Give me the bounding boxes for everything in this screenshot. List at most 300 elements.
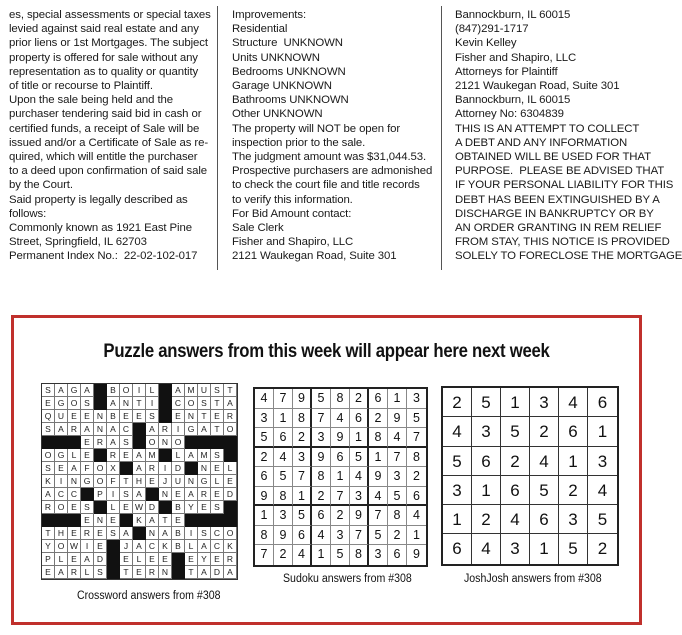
crossword-cell: I xyxy=(107,488,120,501)
sudoku-cell: 5 xyxy=(274,467,293,487)
sudoku-cell: 9 xyxy=(369,467,388,487)
crossword-cell: I xyxy=(146,397,159,410)
crossword-cell: M xyxy=(185,384,198,397)
notice-line: es, special assessments or special taxes xyxy=(9,9,211,21)
notice-line: Prospective purchasers are admonished xyxy=(232,165,433,178)
crossword-block xyxy=(42,514,55,527)
crossword-block xyxy=(224,514,237,527)
notice-line: Structure UNKNOWN xyxy=(232,37,343,50)
crossword-cell: M xyxy=(198,449,211,462)
crossword-cell: A xyxy=(133,488,146,501)
crossword-cell: F xyxy=(81,462,94,475)
crossword-cell: I xyxy=(185,527,198,540)
sudoku-cell: 3 xyxy=(350,487,369,507)
crossword-cell: K xyxy=(224,540,237,553)
crossword-block xyxy=(172,553,185,566)
joshjosh-cell: 2 xyxy=(472,505,501,534)
sudoku-cell: 1 xyxy=(369,448,388,468)
joshjosh-cell: 3 xyxy=(443,476,472,505)
crossword-cell: C xyxy=(211,540,224,553)
crossword-cell: R xyxy=(146,566,159,579)
joshjosh-cell: 3 xyxy=(588,447,617,476)
crossword-cell: J xyxy=(159,475,172,488)
joshjosh-cell: 2 xyxy=(597,539,608,559)
crossword-block xyxy=(133,436,146,449)
sudoku-cell: 1 xyxy=(255,506,274,526)
notice-line: Fisher and Shapiro, LLC xyxy=(455,51,577,64)
crossword-cell: S xyxy=(211,501,224,514)
crossword-block xyxy=(68,436,81,449)
sudoku-cell: 3 xyxy=(407,389,426,409)
column-divider xyxy=(441,6,442,270)
crossword-cell: L xyxy=(172,449,185,462)
sudoku-cell: 1 xyxy=(274,409,293,429)
crossword-cell: O xyxy=(172,436,185,449)
notice-line: Sale Clerk xyxy=(232,222,284,235)
crossword-cell: O xyxy=(42,449,55,462)
sudoku-cell: 3 xyxy=(331,526,350,546)
crossword-cell: S xyxy=(211,449,224,462)
crossword-cell: E xyxy=(133,410,146,423)
joshjosh-cell: 1 xyxy=(559,447,588,476)
sudoku-cell: 8 xyxy=(331,389,350,409)
joshjosh-caption: JoshJosh answers from #308 xyxy=(464,573,602,585)
notice-line: (847)291-1717 xyxy=(455,23,529,36)
crossword-cell: E xyxy=(224,475,237,488)
sudoku-cell: 9 xyxy=(350,506,369,526)
notice-line: to check the court file and title records xyxy=(232,179,420,192)
notice-line: Said property is legally described as xyxy=(9,193,188,206)
sudoku-cell: 6 xyxy=(407,487,426,507)
sudoku-cell: 6 xyxy=(350,409,369,429)
joshjosh-cell: 2 xyxy=(530,417,559,446)
joshjosh-cell: 1 xyxy=(472,476,501,505)
crossword-cell: G xyxy=(81,475,94,488)
notice-line: SOLELY TO FORECLOSE THE MORTGAGE xyxy=(455,250,682,263)
notice-line: DISCHARGE IN BANKRUPTCY OR BY xyxy=(455,207,654,220)
joshjosh-cell: 3 xyxy=(501,534,530,563)
crossword-cell: H xyxy=(133,475,146,488)
crossword-block xyxy=(185,436,198,449)
crossword-cell: U xyxy=(198,384,211,397)
crossword-cell: A xyxy=(107,397,120,410)
crossword-block xyxy=(94,449,107,462)
sudoku-cell: 1 xyxy=(293,487,312,507)
sudoku-cell: 3 xyxy=(293,448,312,468)
sudoku-cell: 8 xyxy=(407,448,426,468)
notice-line: Kevin Kelley xyxy=(455,37,517,50)
crossword-cell: N xyxy=(68,475,81,488)
crossword-cell: E xyxy=(120,449,133,462)
crossword-block xyxy=(159,384,172,397)
crossword-cell: I xyxy=(81,540,94,553)
crossword-cell: E xyxy=(68,501,81,514)
crossword-cell: R xyxy=(198,488,211,501)
crossword-cell: E xyxy=(55,462,68,475)
sudoku-grid xyxy=(253,387,428,567)
crossword-cell: T xyxy=(211,397,224,410)
joshjosh-cell: 6 xyxy=(559,417,588,446)
sudoku-cell: 6 xyxy=(293,526,312,546)
sudoku-cell: 5 xyxy=(369,526,388,546)
crossword-cell: E xyxy=(198,501,211,514)
sudoku-cell: 7 xyxy=(369,506,388,526)
crossword-cell: U xyxy=(55,410,68,423)
crossword-cell: J xyxy=(120,540,133,553)
crossword-block xyxy=(94,384,107,397)
joshjosh-cell: 2 xyxy=(559,476,588,505)
notice-line: IF YOUR PERSONAL LIABILITY FOR THIS xyxy=(455,179,674,192)
joshjosh-cell: 5 xyxy=(559,534,588,563)
notice-line: OBTAINED WILL BE USED FOR THAT xyxy=(455,151,651,164)
notice-line: Improvements: xyxy=(232,9,307,21)
notice-line: levied against said real estate and any xyxy=(9,23,199,36)
crossword-cell: R xyxy=(107,449,120,462)
crossword-cell: T xyxy=(198,410,211,423)
notice-line: follows: xyxy=(9,207,47,220)
joshjosh-cell: 2 xyxy=(443,388,472,417)
joshjosh-cell: 3 xyxy=(472,417,501,446)
joshjosh-cell: 5 xyxy=(501,417,530,446)
crossword-cell: A xyxy=(107,436,120,449)
sudoku-cell: 8 xyxy=(274,487,293,507)
crossword-cell: D xyxy=(224,488,237,501)
notice-line: DEBT HAS BEEN EXTINGUISHED BY A xyxy=(455,193,660,206)
crossword-grid xyxy=(41,383,238,580)
column-divider xyxy=(217,6,218,270)
joshjosh-cell: 6 xyxy=(530,505,559,534)
crossword-cell: E xyxy=(146,553,159,566)
crossword-cell: Q xyxy=(42,410,55,423)
sudoku-cell: 4 xyxy=(388,428,407,448)
crossword-cell: R xyxy=(224,553,237,566)
joshjosh-cell: 1 xyxy=(443,505,472,534)
crossword-cell: E xyxy=(211,462,224,475)
crossword-block xyxy=(198,436,211,449)
sudoku-cell: 6 xyxy=(388,545,407,565)
crossword-cell: A xyxy=(68,462,81,475)
sudoku-cell: 8 xyxy=(255,526,274,546)
legal-notice-column-3 xyxy=(455,8,682,264)
crossword-cell: O xyxy=(120,384,133,397)
crossword-cell: S xyxy=(81,397,94,410)
notice-line: of title or recourse to Plaintiff. xyxy=(9,80,153,93)
joshjosh-cell: 5 xyxy=(588,505,617,534)
crossword-cell: O xyxy=(55,501,68,514)
crossword-block xyxy=(224,501,237,514)
notice-line: Residential xyxy=(232,23,288,36)
crossword-cell: L xyxy=(224,462,237,475)
crossword-cell: S xyxy=(42,423,55,436)
notice-line: to verify this information. xyxy=(232,193,353,206)
sudoku-cell: 9 xyxy=(413,547,420,561)
sudoku-cell: 4 xyxy=(369,487,388,507)
crossword-cell: O xyxy=(55,540,68,553)
crossword-cell: G xyxy=(55,397,68,410)
crossword-cell: L xyxy=(211,475,224,488)
crossword-cell: O xyxy=(94,475,107,488)
crossword-cell: D xyxy=(211,566,224,579)
joshjosh-cell: 4 xyxy=(530,447,559,476)
crossword-cell: E xyxy=(42,566,55,579)
crossword-cell: S xyxy=(107,527,120,540)
crossword-cell: Y xyxy=(185,501,198,514)
joshjosh-cell: 5 xyxy=(530,476,559,505)
crossword-block xyxy=(211,514,224,527)
sudoku-cell: 3 xyxy=(312,428,331,448)
crossword-cell: A xyxy=(172,384,185,397)
sudoku-cell: 2 xyxy=(388,526,407,546)
crossword-cell: L xyxy=(81,566,94,579)
crossword-cell: E xyxy=(211,410,224,423)
crossword-cell: N xyxy=(198,462,211,475)
crossword-cell: N xyxy=(94,423,107,436)
crossword-cell: O xyxy=(146,436,159,449)
crossword-cell: N xyxy=(94,514,107,527)
crossword-cell: A xyxy=(81,423,94,436)
crossword-block xyxy=(224,436,237,449)
sudoku-cell: 6 xyxy=(312,506,331,526)
joshjosh-cell: 5 xyxy=(472,388,501,417)
crossword-cell: C xyxy=(172,397,185,410)
crossword-cell: D xyxy=(146,501,159,514)
sudoku-cell: 8 xyxy=(388,506,407,526)
crossword-cell: A xyxy=(55,384,68,397)
crossword-cell: E xyxy=(146,475,159,488)
sudoku-cell: 8 xyxy=(293,409,312,429)
crossword-cell: S xyxy=(120,436,133,449)
sudoku-cell: 2 xyxy=(331,506,350,526)
sudoku-cell: 3 xyxy=(369,545,388,565)
sudoku-cell: 2 xyxy=(274,545,293,565)
crossword-caption: Crossword answers from #308 xyxy=(77,590,221,602)
crossword-block xyxy=(94,397,107,410)
crossword-cell: E xyxy=(81,436,94,449)
crossword-block xyxy=(133,527,146,540)
crossword-cell: E xyxy=(120,553,133,566)
joshjosh-cell: 6 xyxy=(501,476,530,505)
joshjosh-cell: 5 xyxy=(443,447,472,476)
notice-line: by the Court. xyxy=(9,179,73,192)
notice-line: Bannockburn, IL 60015 xyxy=(455,9,571,21)
joshjosh-cell: 6 xyxy=(472,447,501,476)
sudoku-cell: 5 xyxy=(331,545,350,565)
crossword-cell: B xyxy=(172,540,185,553)
notice-line: Street, Springfield, IL 62703 xyxy=(9,236,147,249)
crossword-block xyxy=(133,423,146,436)
notice-line: PURPOSE. PLEASE BE ADVISED THAT xyxy=(455,165,665,178)
notice-line: The judgment amount was $31,044.53. xyxy=(232,151,427,164)
crossword-cell: T xyxy=(120,566,133,579)
crossword-block xyxy=(224,449,237,462)
crossword-cell: I xyxy=(172,423,185,436)
crossword-cell: A xyxy=(146,423,159,436)
crossword-cell: K xyxy=(133,514,146,527)
crossword-cell: K xyxy=(42,475,55,488)
notice-line: Units UNKNOWN xyxy=(232,51,320,64)
crossword-block xyxy=(55,436,68,449)
crossword-block xyxy=(120,514,133,527)
crossword-cell: U xyxy=(172,475,185,488)
crossword-block xyxy=(159,501,172,514)
sudoku-cell: 7 xyxy=(350,526,369,546)
crossword-cell: R xyxy=(81,527,94,540)
sudoku-cell: 7 xyxy=(274,389,293,409)
sudoku-cell: 1 xyxy=(407,526,426,546)
crossword-block xyxy=(94,501,107,514)
sudoku-cell: 7 xyxy=(312,409,331,429)
crossword-cell: A xyxy=(224,397,237,410)
sudoku-cell: 3 xyxy=(388,467,407,487)
crossword-cell: A xyxy=(185,449,198,462)
sudoku-caption: Sudoku answers from #308 xyxy=(283,573,412,585)
sudoku-cell: 8 xyxy=(350,545,369,565)
joshjosh-cell: 4 xyxy=(443,417,472,446)
crossword-cell: B xyxy=(107,384,120,397)
sudoku-cell: 7 xyxy=(293,467,312,487)
notice-line: representation as to quality or quantity xyxy=(9,65,199,78)
sudoku-cell: 9 xyxy=(388,409,407,429)
crossword-cell: A xyxy=(159,527,172,540)
crossword-cell: N xyxy=(159,488,172,501)
crossword-cell: S xyxy=(146,410,159,423)
crossword-cell: F xyxy=(107,475,120,488)
sudoku-cell: 5 xyxy=(293,506,312,526)
crossword-block xyxy=(172,566,185,579)
notice-line: Other UNKNOWN xyxy=(232,108,323,121)
crossword-cell: G xyxy=(185,423,198,436)
crossword-cell: R xyxy=(42,501,55,514)
crossword-cell: B xyxy=(172,527,185,540)
puzzle-answers-box xyxy=(11,315,642,625)
notice-line: FROM STAY, THIS NOTICE IS PROVIDED xyxy=(455,236,670,249)
sudoku-cell: 1 xyxy=(312,545,331,565)
crossword-cell: R xyxy=(146,462,159,475)
crossword-cell: E xyxy=(81,514,94,527)
crossword-cell: N xyxy=(94,410,107,423)
crossword-cell: T xyxy=(211,423,224,436)
sudoku-cell: 6 xyxy=(274,428,293,448)
notice-line: prior liens or 1st Mortgages. The subject xyxy=(9,37,208,50)
crossword-cell: E xyxy=(172,488,185,501)
crossword-cell: K xyxy=(159,540,172,553)
sudoku-cell: 9 xyxy=(274,526,293,546)
crossword-cell: D xyxy=(94,553,107,566)
crossword-cell: A xyxy=(107,423,120,436)
crossword-cell: A xyxy=(146,514,159,527)
crossword-cell: C xyxy=(68,488,81,501)
crossword-cell: A xyxy=(185,488,198,501)
crossword-block xyxy=(68,514,81,527)
crossword-cell: S xyxy=(211,384,224,397)
joshjosh-grid xyxy=(441,386,619,566)
crossword-cell: S xyxy=(42,462,55,475)
sudoku-cell: 1 xyxy=(350,428,369,448)
notice-line: certified funds, a receipt of Sale will be xyxy=(9,122,200,135)
joshjosh-cell: 1 xyxy=(530,534,559,563)
sudoku-cell: 2 xyxy=(369,409,388,429)
crossword-cell: P xyxy=(94,488,107,501)
crossword-cell: O xyxy=(185,397,198,410)
crossword-cell: L xyxy=(133,553,146,566)
crossword-cell: S xyxy=(42,384,55,397)
crossword-cell: T xyxy=(185,566,198,579)
sudoku-cell: 6 xyxy=(331,448,350,468)
sudoku-cell: 4 xyxy=(312,526,331,546)
sudoku-cell: 7 xyxy=(388,448,407,468)
crossword-cell: L xyxy=(68,449,81,462)
sudoku-cell: 6 xyxy=(255,467,274,487)
joshjosh-cell: 4 xyxy=(588,476,617,505)
sudoku-cell: 9 xyxy=(331,428,350,448)
sudoku-cell: 9 xyxy=(255,487,274,507)
sudoku-cell: 5 xyxy=(350,448,369,468)
crossword-block xyxy=(120,462,133,475)
notice-line: issued and/or a Certificate of Sale as re- xyxy=(9,136,209,149)
crossword-cell: B xyxy=(107,410,120,423)
sudoku-cell: 1 xyxy=(331,467,350,487)
crossword-cell: L xyxy=(185,540,198,553)
notice-line: 2121 Waukegan Road, Suite 301 xyxy=(455,80,620,93)
crossword-cell: I xyxy=(55,475,68,488)
crossword-cell: L xyxy=(107,501,120,514)
crossword-block xyxy=(185,514,198,527)
notice-line: The property will NOT be open for xyxy=(232,122,401,135)
crossword-cell: E xyxy=(94,540,107,553)
crossword-cell: E xyxy=(81,449,94,462)
puzzle-box-heading: Puzzle answers from this week will appear here next week xyxy=(103,341,550,362)
crossword-cell: G xyxy=(55,449,68,462)
crossword-block xyxy=(107,553,120,566)
crossword-cell: O xyxy=(94,462,107,475)
crossword-cell: E xyxy=(185,553,198,566)
crossword-cell: A xyxy=(81,384,94,397)
notice-line: Bedrooms UNKNOWN xyxy=(232,65,346,78)
crossword-cell: A xyxy=(133,449,146,462)
notice-line: Commonly known as 1921 East Pine xyxy=(9,222,192,235)
crossword-cell: E xyxy=(107,514,120,527)
joshjosh-cell: 4 xyxy=(559,388,588,417)
legal-notice-column-1 xyxy=(9,8,213,264)
crossword-cell: E xyxy=(133,566,146,579)
crossword-cell: R xyxy=(68,566,81,579)
sudoku-cell: 2 xyxy=(293,428,312,448)
sudoku-cell: 2 xyxy=(312,487,331,507)
crossword-block xyxy=(107,566,120,579)
crossword-cell: N xyxy=(185,410,198,423)
joshjosh-cell: 2 xyxy=(501,447,530,476)
crossword-cell: G xyxy=(198,475,211,488)
crossword-cell: W xyxy=(133,501,146,514)
crossword-cell: A xyxy=(42,488,55,501)
joshjosh-cell: 6 xyxy=(443,534,472,563)
notice-line: property is offered for sale without any xyxy=(9,51,198,64)
notice-line: quired, which will entitle the purchaser xyxy=(9,151,198,164)
notice-line: purchaser tendering said bid in cash or xyxy=(9,108,202,121)
notice-line: 2121 Waukegan Road, Suite 301 xyxy=(232,250,397,263)
crossword-cell: S xyxy=(120,488,133,501)
joshjosh-cell: 4 xyxy=(472,534,501,563)
notice-line: For Bid Amount contact: xyxy=(232,207,352,220)
crossword-cell: C xyxy=(146,540,159,553)
crossword-block xyxy=(146,488,159,501)
crossword-cell: R xyxy=(224,410,237,423)
crossword-cell: E xyxy=(211,553,224,566)
sudoku-cell: 9 xyxy=(293,389,312,409)
crossword-cell: R xyxy=(94,436,107,449)
crossword-cell: T xyxy=(133,397,146,410)
crossword-cell: A xyxy=(81,553,94,566)
